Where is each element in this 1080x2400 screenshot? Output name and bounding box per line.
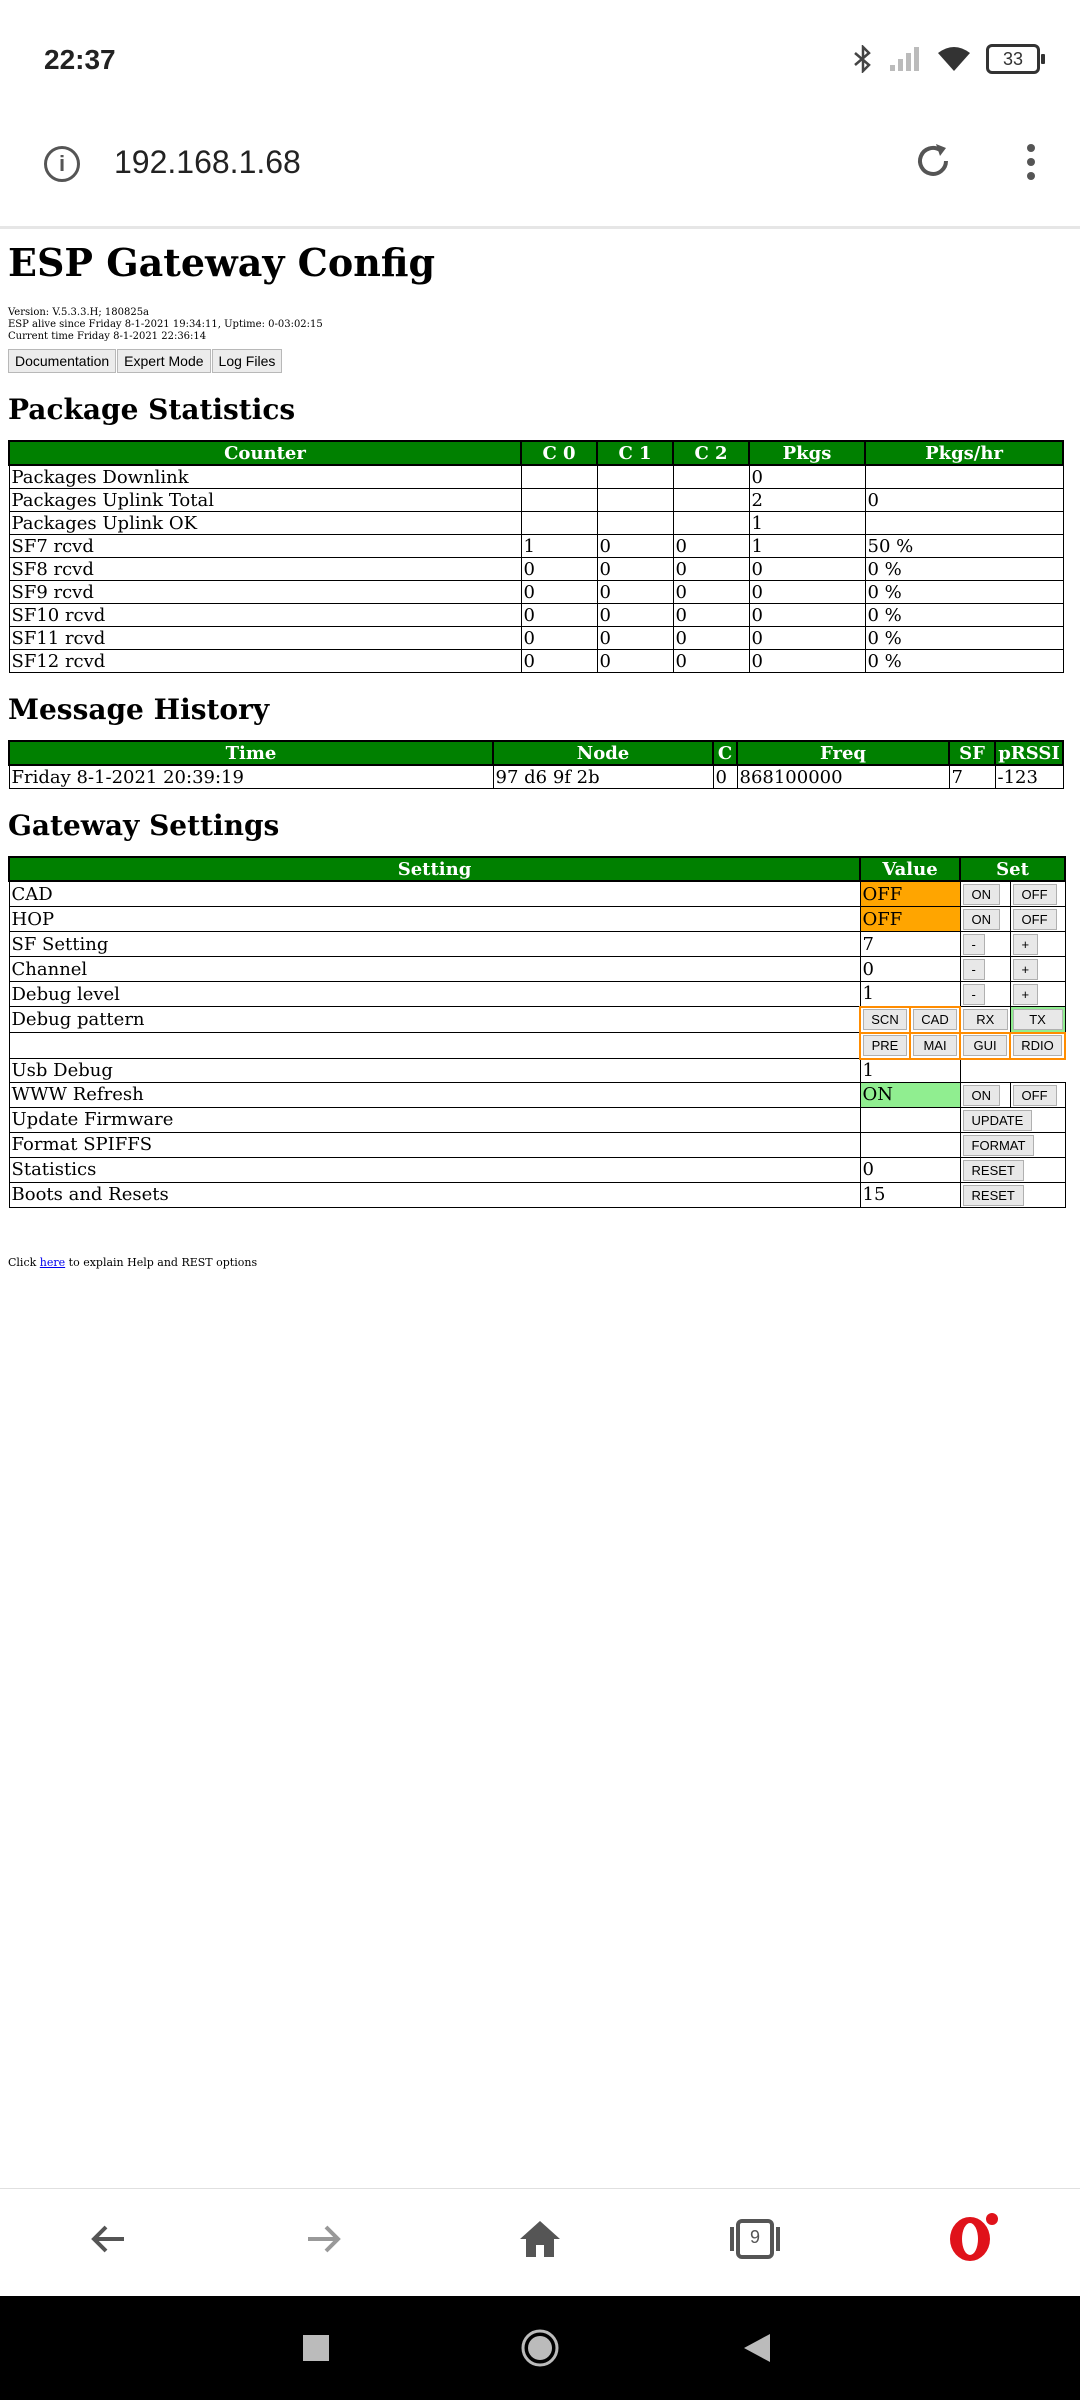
table-cell: 2 [749,489,865,512]
table-cell: 0 [749,581,865,604]
help-suffix: to explain Help and REST options [65,1255,258,1269]
bluetooth-icon [852,45,874,73]
setting-value: 15 [860,1182,960,1207]
table-cell: 0 [713,765,737,789]
pattern-rdio-button[interactable]: RDIO [1013,1035,1062,1056]
setting-row-boots [9,1182,1065,1207]
gateway-meta [8,307,1064,343]
table-cell: 0 % [865,650,1063,673]
setting-row-debug-level [9,982,1065,1007]
sf-plus-button[interactable]: + [1013,934,1039,955]
table-cell: 1 [521,535,597,558]
table-cell [673,465,749,489]
setting-value: 1 [860,982,960,1007]
col-c2: C 2 [673,441,749,465]
table-cell: SF10 rcvd [9,604,521,627]
table-header-row [9,441,1063,465]
table-cell: 0 [749,627,865,650]
pattern-gui-button[interactable]: GUI [963,1035,1007,1056]
table-cell: 97 d6 9f 2b [493,765,713,789]
table-cell: 1 [749,535,865,558]
format-button[interactable]: FORMAT [963,1135,1035,1156]
setting-label: SF Setting [9,932,860,957]
setting-value: 0 [860,957,960,982]
sf-minus-button[interactable]: - [963,934,985,955]
table-cell: SF7 rcvd [9,535,521,558]
table-cell: 0 [749,650,865,673]
setting-label: Format SPIFFS [9,1132,860,1157]
setting-row-debug-pattern-2 [9,1033,1065,1059]
help-prefix: Click [8,1255,40,1269]
setting-row-sf [9,932,1065,957]
table-cell: 0 [673,650,749,673]
help-line [8,1256,1064,1269]
setting-row-debug-pattern [9,1007,1065,1033]
setting-row-www-refresh [9,1082,1065,1107]
channel-plus-button[interactable]: + [1013,959,1039,980]
version-text: Version: V.5.3.3.H; 180825a [8,307,150,318]
setting-label: Usb Debug [9,1059,860,1083]
table-cell: 0 [521,558,597,581]
table-cell: 0 [521,604,597,627]
setting-label: Statistics [9,1157,860,1182]
debug-minus-button[interactable]: - [963,984,985,1005]
table-cell: SF11 rcvd [9,627,521,650]
col-counter: Counter [9,441,521,465]
setting-value: OFF [860,907,960,932]
pattern-cad-button[interactable]: CAD [913,1009,957,1030]
setting-label: Update Firmware [9,1107,860,1132]
table-row [9,489,1063,512]
col-c: C [713,741,737,765]
url-field[interactable]: 192.168.1.68 [114,144,301,180]
setting-label: Boots and Resets [9,1182,860,1207]
system-nav-bar [0,2296,1080,2400]
col-freq: Freq [737,741,949,765]
table-cell: 0 [597,650,673,673]
forward-icon[interactable] [304,2219,344,2259]
table-cell: 0 [673,604,749,627]
table-cell: 0 [749,465,865,489]
setting-label: WWW Refresh [9,1082,860,1107]
cad-on-button[interactable]: ON [963,884,1001,905]
table-cell: 0 [521,650,597,673]
table-header-row [9,857,1065,881]
table-cell [673,512,749,535]
message-history-table [8,740,1064,789]
table-cell: SF8 rcvd [9,558,521,581]
wifi-icon [936,45,972,73]
table-cell [521,512,597,535]
expert-mode-button[interactable]: Expert Mode [117,349,210,373]
col-pkgs-hr: Pkgs/hr [865,441,1063,465]
col-setting: Setting [9,857,860,881]
table-cell [521,465,597,489]
table-row [9,535,1063,558]
status-icons [852,44,1040,74]
setting-value: OFF [860,881,960,907]
table-cell: Packages Downlink [9,465,521,489]
col-sf: SF [949,741,995,765]
col-pkgs: Pkgs [749,441,865,465]
package-stats-table [8,440,1064,673]
gateway-settings-table [8,856,1066,1208]
table-cell [865,512,1063,535]
table-cell [597,465,673,489]
table-cell [521,489,597,512]
table-cell: 0 [521,581,597,604]
setting-row-usb-debug [9,1059,1065,1083]
table-cell: 0 [673,627,749,650]
table-row [9,627,1063,650]
battery-icon: 33 [986,44,1040,74]
boots-reset-button[interactable]: RESET [963,1185,1024,1206]
pattern-tx-button[interactable]: TX [1013,1009,1063,1030]
table-cell: 0 [597,627,673,650]
help-link[interactable]: here [39,1255,66,1269]
setting-value: ON [860,1082,960,1107]
table-cell: Packages Uplink OK [9,512,521,535]
top-buttons [8,349,1064,373]
refresh-on-button[interactable]: ON [963,1085,1001,1106]
table-cell: 0 % [865,604,1063,627]
table-cell: Friday 8-1-2021 20:39:19 [9,765,493,789]
table-cell [597,489,673,512]
table-row [9,604,1063,627]
cad-off-button[interactable]: OFF [1013,884,1057,905]
table-row [9,650,1063,673]
setting-value: 1 [860,1059,960,1083]
table-cell: 1 [749,512,865,535]
table-row [9,581,1063,604]
col-set: Set [960,857,1065,881]
table-cell: 0 [597,604,673,627]
table-cell: 0 [597,535,673,558]
setting-label: CAD [9,881,860,907]
table-cell: 0 [749,604,865,627]
status-bar [0,0,1080,110]
table-cell: -123 [995,765,1063,789]
tabs-icon[interactable] [730,2219,780,2259]
reload-icon[interactable] [912,140,954,182]
log-files-button[interactable]: Log Files [212,349,283,373]
table-row [9,512,1063,535]
table-cell: 868100000 [737,765,949,789]
channel-minus-button[interactable]: - [963,959,985,980]
table-cell: 0 [597,581,673,604]
table-row [9,765,1063,789]
table-cell: 50 % [865,535,1063,558]
col-c0: C 0 [521,441,597,465]
table-cell [673,489,749,512]
address-bar [0,110,1080,229]
back-icon[interactable] [88,2219,128,2259]
info-icon[interactable]: i [44,146,80,182]
setting-label: Debug level [9,982,860,1007]
pattern-pre-button[interactable]: PRE [863,1035,907,1056]
back-nav-icon[interactable] [742,2332,772,2364]
statistics-reset-button[interactable]: RESET [963,1160,1024,1181]
setting-row-channel [9,957,1065,982]
col-value: Value [860,857,960,881]
col-node: Node [493,741,713,765]
table-cell: 7 [949,765,995,789]
setting-row-statistics [9,1157,1065,1182]
debug-plus-button[interactable]: + [1013,984,1039,1005]
update-button[interactable]: UPDATE [963,1110,1033,1131]
table-row [9,465,1063,489]
home-nav-icon[interactable] [520,2328,560,2368]
status-time: 22:37 [44,44,116,75]
col-prssi: pRSSI [995,741,1063,765]
col-time: Time [9,741,493,765]
setting-value: 7 [860,932,960,957]
tab-count: 9 [749,2227,760,2247]
setting-row-format-spiffs [9,1132,1065,1157]
table-cell: 0 [521,627,597,650]
menu-icon[interactable] [1024,142,1038,184]
col-c1: C 1 [597,441,673,465]
table-cell: 0 % [865,627,1063,650]
package-stats-heading: Package Statistics [8,393,296,426]
table-cell [597,512,673,535]
home-icon[interactable] [518,2219,562,2259]
setting-row-cad [9,881,1065,907]
table-cell: 0 % [865,558,1063,581]
signal-icon [888,45,922,73]
table-cell: Packages Uplink Total [9,489,521,512]
page-title: ESP Gateway Config [8,240,436,285]
setting-value: 0 [860,1157,960,1182]
table-cell: 0 [673,581,749,604]
setting-row-update-firmware [9,1107,1065,1132]
table-cell: 0 [865,489,1063,512]
setting-label: Channel [9,957,860,982]
message-history-heading: Message History [8,693,270,726]
documentation-button[interactable]: Documentation [8,349,116,373]
refresh-off-button[interactable]: OFF [1013,1085,1057,1106]
table-cell: 0 [673,558,749,581]
pattern-rx-button[interactable]: RX [963,1009,1008,1030]
setting-label: HOP [9,907,860,932]
recents-icon[interactable] [302,2334,330,2362]
hop-off-button[interactable]: OFF [1013,909,1057,930]
page-content [8,236,1064,1269]
table-cell: SF12 rcvd [9,650,521,673]
gateway-settings-heading: Gateway Settings [8,809,280,842]
browser-toolbar [0,2188,1080,2297]
table-cell: 0 % [865,581,1063,604]
setting-label: Debug pattern [9,1007,860,1033]
opera-icon[interactable] [948,2211,998,2263]
table-cell: 0 [597,558,673,581]
pattern-mai-button[interactable]: MAI [913,1035,957,1056]
table-cell: 0 [673,535,749,558]
setting-row-hop [9,907,1065,932]
table-header-row [9,741,1063,765]
pattern-scn-button[interactable]: SCN [863,1009,907,1030]
hop-on-button[interactable]: ON [963,909,1001,930]
table-cell [865,465,1063,489]
table-cell: SF9 rcvd [9,581,521,604]
current-time-text: Current time Friday 8-1-2021 22:36:14 [8,331,207,342]
table-row [9,558,1063,581]
alive-text: ESP alive since Friday 8-1-2021 19:34:11, Uptime: 0-03:02:15 [8,319,323,330]
table-cell: 0 [749,558,865,581]
